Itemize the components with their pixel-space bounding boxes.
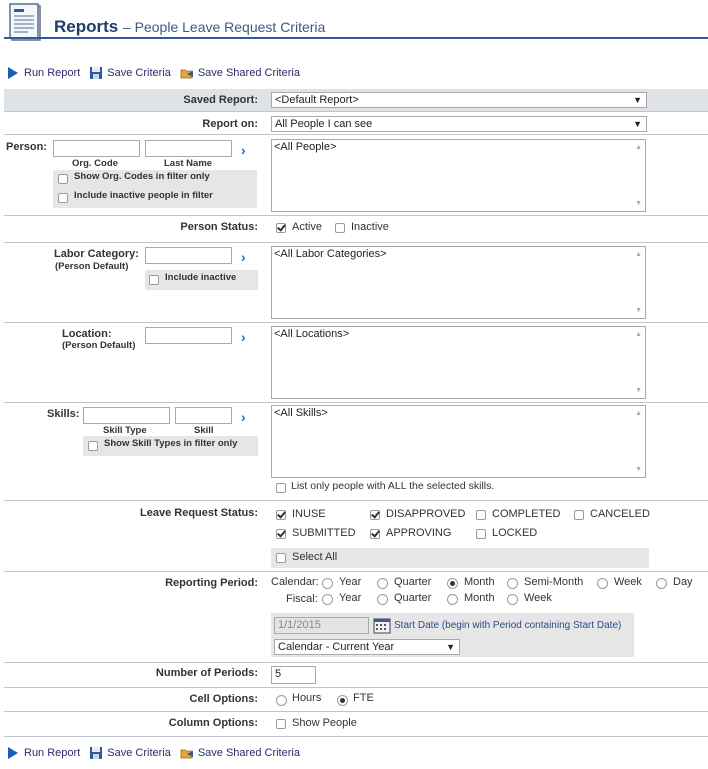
fte-label: FTE (353, 692, 374, 704)
save-criteria-button[interactable] (89, 746, 171, 760)
save-criteria-button[interactable] (89, 66, 171, 80)
report-on-select[interactable] (271, 116, 647, 132)
leave-status-locked-label: LOCKED (492, 527, 538, 539)
saved-report-label: Saved Report: (183, 94, 258, 106)
floppy-disk-icon (89, 66, 103, 80)
play-icon (6, 66, 20, 80)
play-icon (6, 746, 20, 760)
checkbox-icon (149, 275, 159, 285)
skill-type-input[interactable] (83, 407, 170, 424)
calendar-year-label: Year (339, 576, 362, 588)
calendar-label: Calendar: (271, 576, 319, 588)
save-shared-criteria-button[interactable] (180, 746, 300, 760)
checkbox-icon (476, 510, 486, 520)
checkbox-icon (335, 223, 345, 233)
active-label: Active (292, 221, 322, 233)
leave-status-disapproved-label: DISAPPROVED (386, 508, 466, 520)
scroll-up-icon[interactable]: ▲ (635, 144, 642, 151)
leave-status-inuse-label: INUSE (292, 508, 326, 520)
leave-status-inuse-checkbox[interactable] (276, 510, 286, 523)
skill-type-caption: Skill Type (103, 425, 147, 436)
header-divider (4, 37, 708, 39)
checkbox-icon (276, 553, 286, 563)
calendar-week-label: Week (614, 576, 642, 588)
shared-folder-icon (180, 746, 194, 760)
fiscal-year-radio[interactable] (322, 594, 333, 608)
calendar-semi-month-label: Semi-Month (524, 576, 584, 588)
skill-caption: Skill (194, 425, 214, 436)
leave-status-submitted-checkbox[interactable] (276, 529, 286, 542)
inactive-label: Inactive (351, 221, 389, 233)
fiscal-year-label: Year (339, 592, 362, 604)
run-report-button[interactable] (6, 746, 80, 760)
checkbox-icon (58, 193, 68, 203)
location-search-arrow-icon[interactable]: › (241, 329, 246, 345)
last-name-input[interactable] (145, 140, 232, 157)
row-divider (4, 500, 708, 501)
checkbox-checked-icon (276, 510, 286, 520)
save-criteria-label: Save Criteria (107, 747, 171, 759)
checkbox-icon (476, 529, 486, 539)
org-code-caption: Org. Code (72, 158, 118, 169)
save-shared-criteria-button[interactable] (180, 66, 300, 80)
location-label: Location: (62, 328, 112, 340)
location-input[interactable] (145, 327, 232, 344)
chevron-down-icon: ▼ (633, 95, 642, 105)
inactive-checkbox[interactable] (335, 223, 345, 236)
all-skills-checkbox[interactable] (276, 483, 286, 496)
select-all-checkbox[interactable] (276, 553, 286, 566)
row-divider (4, 134, 708, 135)
calendar-semi-month-radio[interactable] (507, 578, 518, 592)
chevron-down-icon: ▼ (633, 119, 642, 129)
fiscal-quarter-radio[interactable] (377, 594, 388, 608)
leave-status-completed-label: COMPLETED (492, 508, 561, 520)
column-options-label: Column Options: (168, 717, 258, 729)
radio-icon (322, 594, 333, 605)
radio-icon (377, 594, 388, 605)
checkbox-icon (574, 510, 584, 520)
save-shared-criteria-label: Save Shared Criteria (197, 747, 300, 759)
scroll-down-icon[interactable]: ▼ (635, 387, 642, 394)
person-list-item[interactable]: <All People> (274, 141, 337, 153)
run-report-label: Run Report (24, 67, 81, 79)
skills-listbox[interactable] (271, 405, 646, 478)
labor-include-inactive-checkbox[interactable] (149, 275, 159, 288)
run-report-button[interactable] (6, 66, 80, 80)
calendar-day-radio[interactable] (656, 578, 667, 592)
reporting-period-label: Reporting Period: (165, 577, 258, 589)
hours-label: Hours (292, 692, 322, 704)
saved-report-select[interactable] (271, 92, 647, 108)
radio-icon (447, 594, 458, 605)
calendar-year-radio[interactable] (322, 578, 333, 592)
show-org-label: Show Org. Codes in filter only (74, 171, 210, 182)
fte-radio[interactable] (337, 695, 348, 709)
toolbar-bottom (6, 745, 309, 761)
show-people-checkbox[interactable] (276, 719, 286, 732)
labor-category-input[interactable] (145, 247, 232, 264)
save-criteria-label: Save Criteria (107, 67, 171, 79)
labor-search-arrow-icon[interactable]: › (241, 249, 246, 265)
row-divider (4, 711, 708, 712)
calendar-month-label: Month (464, 576, 495, 588)
start-date-value: 1/1/2015 (278, 619, 321, 631)
labor-include-inactive-label: Include inactive (165, 272, 237, 283)
row-divider (4, 662, 708, 663)
radio-icon (377, 578, 388, 589)
leave-status-completed-checkbox[interactable] (476, 510, 486, 523)
org-code-input[interactable] (53, 140, 140, 157)
select-all-label: Select All (292, 551, 338, 563)
checkbox-icon (276, 483, 286, 493)
report-document-icon (8, 2, 44, 42)
radio-icon (507, 594, 518, 605)
page-title-text: Reports (54, 17, 119, 36)
page-subtitle: – People Leave Request Criteria (122, 19, 326, 35)
show-org-checkbox[interactable] (58, 174, 68, 187)
radio-icon (322, 578, 333, 589)
show-people-label: Show People (292, 717, 357, 729)
active-checkbox[interactable] (276, 223, 286, 236)
scroll-down-icon[interactable]: ▼ (635, 466, 642, 473)
number-of-periods-value: 5 (275, 668, 282, 680)
skill-input[interactable] (175, 407, 232, 424)
period-preset-value: Calendar - Current Year (278, 641, 395, 653)
checkbox-checked-icon (276, 223, 286, 233)
leave-status-label: Leave Request Status: (140, 507, 258, 519)
floppy-disk-icon (89, 746, 103, 760)
row-divider (4, 571, 708, 572)
page-title (54, 17, 325, 37)
fiscal-month-radio[interactable] (447, 594, 458, 608)
leave-status-submitted-label: SUBMITTED (292, 527, 356, 539)
row-divider (4, 242, 708, 243)
leave-status-canceled-checkbox[interactable] (574, 510, 584, 523)
number-of-periods-input[interactable] (271, 666, 316, 684)
calendar-week-radio[interactable] (597, 578, 608, 592)
last-name-caption: Last Name (164, 158, 213, 169)
period-preset-select[interactable] (274, 639, 460, 655)
start-date-hint: Start Date (begin with Period containing Start Date) (394, 620, 622, 631)
person-search-arrow-icon[interactable]: › (241, 142, 246, 158)
include-inactive-people-label: Include inactive people in filter (74, 190, 213, 201)
location-person-default-label: (Person Default) (62, 340, 136, 351)
calendar-quarter-radio[interactable] (377, 578, 388, 592)
all-skills-label: List only people with ALL the selected skills. (291, 480, 495, 492)
calendar-quarter-label: Quarter (394, 576, 432, 588)
toolbar-top (6, 65, 309, 81)
row-divider (4, 687, 708, 688)
leave-status-canceled-label: CANCELED (590, 508, 650, 520)
scroll-up-icon[interactable]: ▲ (635, 251, 642, 258)
person-listbox[interactable] (271, 139, 646, 212)
radio-selected-icon (447, 578, 458, 589)
fiscal-quarter-label: Quarter (394, 592, 432, 604)
report-on-value: All People I can see (275, 118, 373, 130)
row-divider (4, 402, 708, 403)
checkbox-checked-icon (370, 510, 380, 520)
person-label: Person: (6, 141, 47, 153)
labor-person-default-label: (Person Default) (55, 261, 129, 272)
radio-icon (597, 578, 608, 589)
leave-status-disapproved-checkbox[interactable] (370, 510, 380, 523)
fiscal-week-radio[interactable] (507, 594, 518, 608)
scroll-up-icon[interactable]: ▲ (635, 331, 642, 338)
skills-list-item[interactable]: <All Skills> (274, 407, 328, 419)
cell-options-label: Cell Options: (189, 693, 258, 705)
labor-list-item[interactable]: <All Labor Categories> (274, 248, 387, 260)
leave-status-approving-checkbox[interactable] (370, 529, 380, 542)
skills-search-arrow-icon[interactable]: › (241, 409, 246, 425)
hours-radio[interactable] (276, 695, 287, 709)
row-divider (4, 111, 708, 112)
location-listbox[interactable] (271, 326, 646, 399)
radio-selected-icon (337, 695, 348, 706)
fiscal-week-label: Week (524, 592, 552, 604)
calendar-month-radio[interactable] (447, 578, 458, 592)
person-status-label: Person Status: (180, 221, 258, 233)
start-date-input[interactable] (274, 617, 369, 634)
checkbox-icon (88, 441, 98, 451)
row-divider (4, 736, 708, 737)
chevron-down-icon: ▼ (446, 642, 455, 652)
leave-status-approving-label: APPROVING (386, 527, 452, 539)
leave-status-locked-checkbox[interactable] (476, 529, 486, 542)
row-divider (4, 215, 708, 216)
run-report-label: Run Report (24, 747, 81, 759)
labor-category-listbox[interactable] (271, 246, 646, 319)
checkbox-checked-icon (276, 529, 286, 539)
fiscal-label: Fiscal: (286, 593, 318, 605)
scroll-down-icon[interactable]: ▼ (635, 200, 642, 207)
saved-report-value: <Default Report> (275, 94, 359, 106)
calendar-picker-button[interactable] (373, 618, 391, 637)
scroll-up-icon[interactable]: ▲ (635, 410, 642, 417)
radio-icon (656, 578, 667, 589)
save-shared-criteria-label: Save Shared Criteria (197, 67, 300, 79)
calendar-day-label: Day (673, 576, 693, 588)
report-on-label: Report on: (202, 118, 258, 130)
fiscal-month-label: Month (464, 592, 495, 604)
calendar-icon (373, 618, 391, 634)
row-divider (4, 322, 708, 323)
checkbox-icon (58, 174, 68, 184)
checkbox-icon (276, 719, 286, 729)
shared-folder-icon (180, 66, 194, 80)
radio-icon (507, 578, 518, 589)
show-skill-types-checkbox[interactable] (88, 441, 98, 454)
location-list-item[interactable]: <All Locations> (274, 328, 350, 340)
include-inactive-people-checkbox[interactable] (58, 193, 68, 206)
show-skill-types-label: Show Skill Types in filter only (104, 438, 238, 449)
skills-label: Skills: (47, 408, 80, 420)
labor-category-label: Labor Category: (54, 248, 139, 260)
radio-icon (276, 695, 287, 706)
number-of-periods-label: Number of Periods: (155, 667, 258, 679)
checkbox-checked-icon (370, 529, 380, 539)
scroll-down-icon[interactable]: ▼ (635, 307, 642, 314)
